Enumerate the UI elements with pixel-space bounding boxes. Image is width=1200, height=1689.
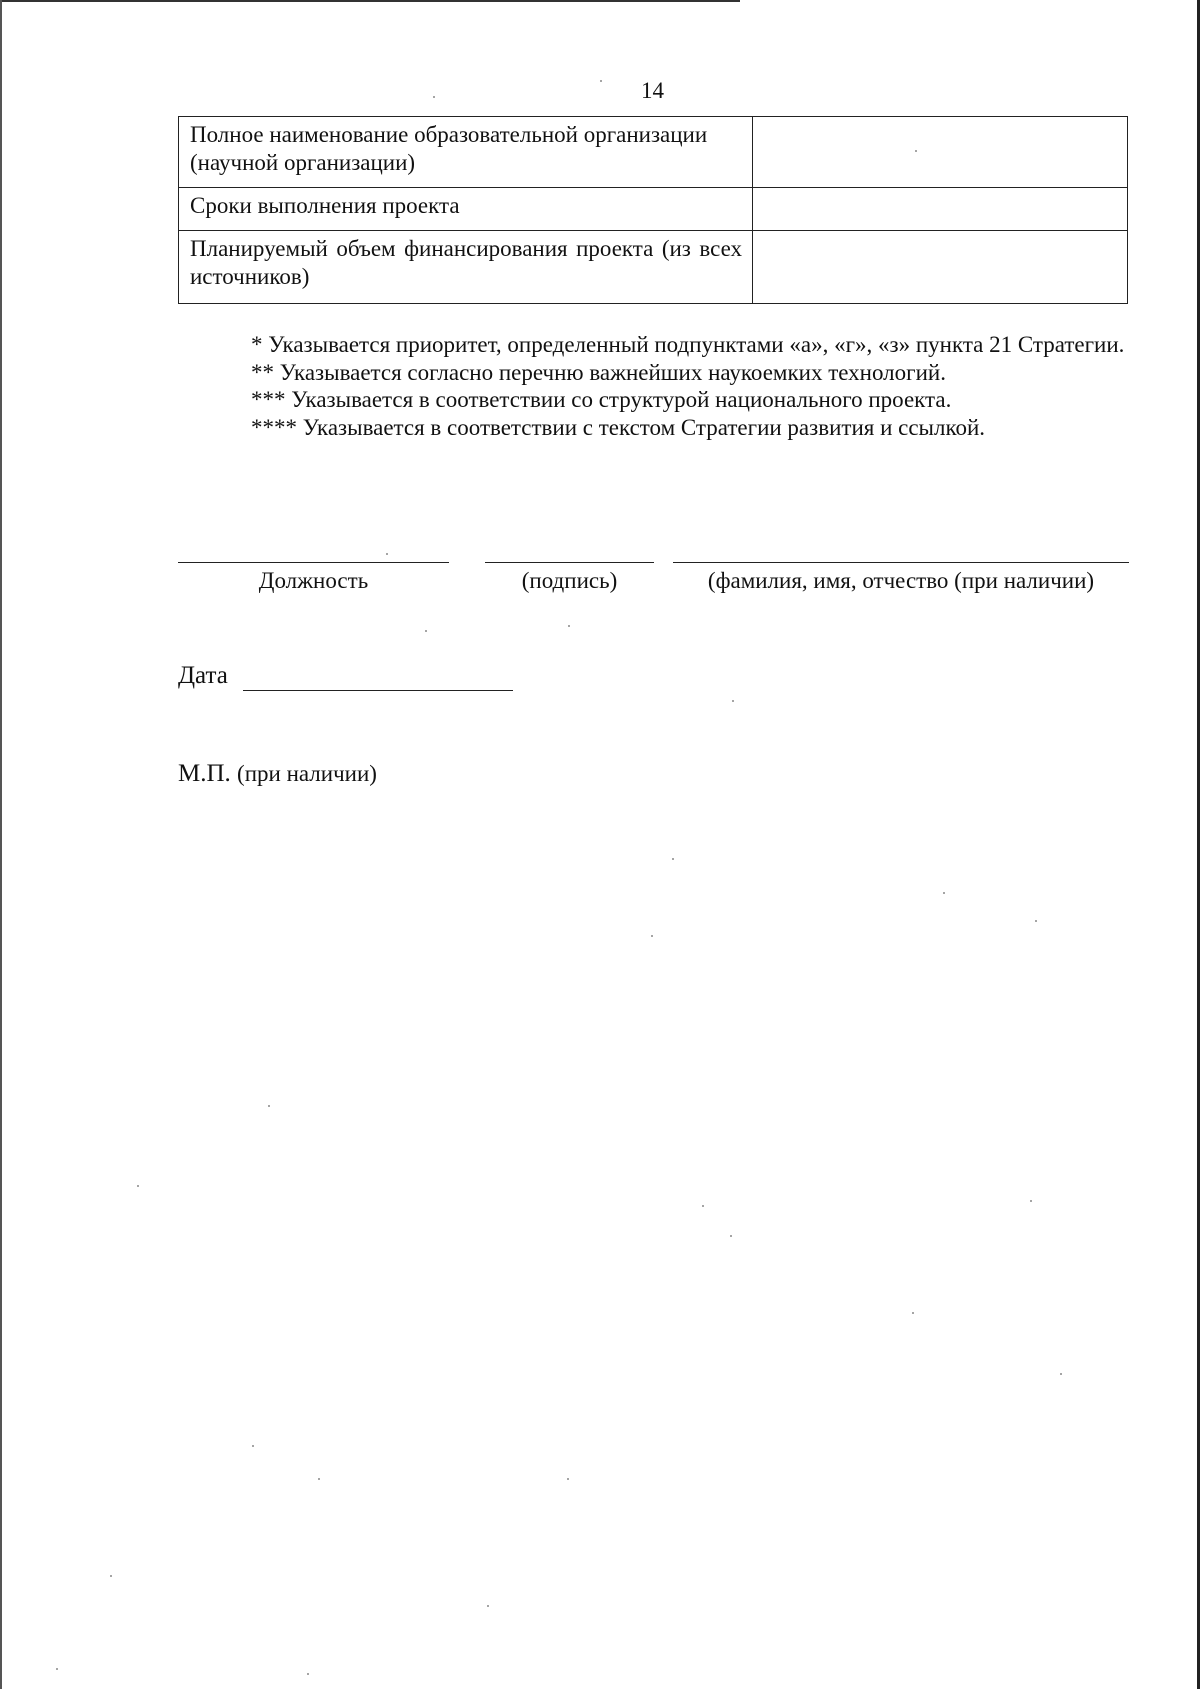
project-info-table xyxy=(178,116,1128,304)
table-row xyxy=(179,117,1128,188)
table-row-label: Сроки выполнения проекта xyxy=(179,188,753,231)
position-caption: Должность xyxy=(258,568,369,593)
scan-speck xyxy=(1030,1200,1032,1202)
signature-line xyxy=(485,562,654,563)
scan-speck xyxy=(252,1445,254,1447)
scan-speck xyxy=(318,1478,320,1480)
scan-speck xyxy=(433,96,435,98)
table-row-value xyxy=(753,117,1128,188)
scan-left-edge xyxy=(0,0,2,1689)
signature-caption: (подпись) xyxy=(521,568,618,593)
scan-speck xyxy=(110,1575,112,1577)
position-line xyxy=(178,562,449,563)
scan-speck xyxy=(56,1668,58,1670)
table-row-value xyxy=(753,231,1128,304)
scan-speck xyxy=(943,892,945,894)
scan-speck xyxy=(386,553,388,555)
date-line xyxy=(243,690,513,691)
scan-speck xyxy=(567,1478,569,1480)
full-name-caption: (фамилия, имя, отчество (при наличии) xyxy=(707,568,1095,593)
scan-speck xyxy=(912,1312,914,1314)
footnote: *** Указывается в соответствии со структурой национального проекта. xyxy=(251,387,952,412)
scan-speck xyxy=(137,1185,139,1187)
scan-speck xyxy=(425,630,427,632)
full-name-line xyxy=(673,562,1129,563)
stamp-placeholder xyxy=(178,760,377,788)
table-row-value xyxy=(753,188,1128,231)
stamp-label: М.П. xyxy=(178,760,231,787)
table-row-label: Полное наименование образовательной организации (научной организации) xyxy=(179,117,753,188)
scan-speck xyxy=(672,858,674,860)
scan-top-edge xyxy=(0,0,740,2)
scan-speck xyxy=(487,1605,489,1607)
table-row xyxy=(179,188,1128,231)
scan-speck xyxy=(268,1105,270,1107)
table-row-label: Планируемый объем финансирования проекта (из всех источников) xyxy=(179,231,753,304)
scan-speck xyxy=(1035,920,1037,922)
footnote: * Указывается приоритет, определенный подпунктами «а», «г», «з» пункта 21 Стратегии. xyxy=(251,332,1125,357)
stamp-note: (при наличии) xyxy=(237,761,377,786)
page-number: 14 xyxy=(641,78,664,103)
scan-speck xyxy=(651,935,653,937)
footnote: **** Указывается в соответствии с текстом Стратегии развития и ссылкой. xyxy=(251,414,986,440)
footnote: ** Указывается согласно перечню важнейших наукоемких технологий. xyxy=(251,359,946,385)
scan-speck xyxy=(730,1235,732,1237)
scan-speck xyxy=(915,150,917,152)
scan-speck xyxy=(732,700,734,702)
scan-speck xyxy=(568,625,570,627)
scan-speck xyxy=(1060,1373,1062,1375)
scan-speck xyxy=(307,1673,309,1675)
table-row xyxy=(179,231,1128,304)
scan-speck xyxy=(702,1205,704,1207)
scan-speck xyxy=(600,80,602,82)
date-label: Дата xyxy=(178,662,228,689)
footnotes xyxy=(178,331,1128,441)
